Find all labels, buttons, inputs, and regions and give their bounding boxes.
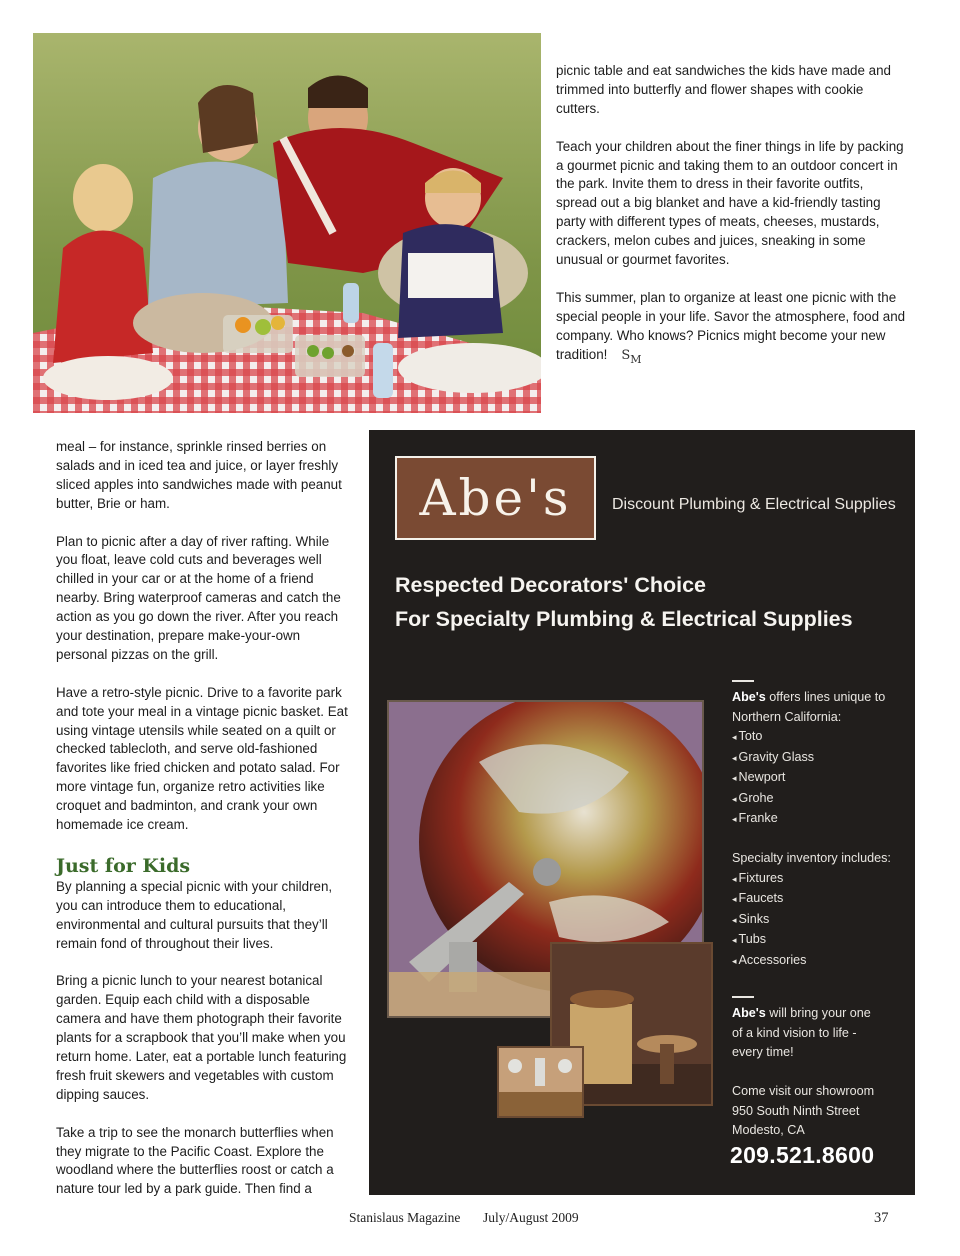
ad-headline — [395, 568, 895, 636]
list-item: ◂ Toto — [732, 727, 907, 748]
family-picnic-photo — [33, 33, 541, 413]
vision-text: Abe's will bring your one of a kind vision to life - every time! — [732, 1006, 871, 1059]
divider — [732, 996, 754, 998]
inventory-intro: Specialty inventory includes: — [732, 851, 891, 865]
abes-logo — [395, 456, 596, 540]
issue-date: July/August 2009 — [483, 1210, 579, 1225]
headline-line: Respected Decorators' Choice — [395, 573, 706, 597]
divider — [732, 680, 754, 682]
inventory-list — [732, 869, 907, 972]
paragraph: Have a retro-style picnic. Drive to a favorite park and tote your meal in a vintage picnic basket. Eat using vintage utensils while seated on a quilt or checked tablecloth, and serve old-fashioned favorites like fried chicken and potato salad. For more vintage fun, organize retro activities like croquet and badminton, and crank your own homemade ice cream. — [56, 684, 348, 833]
faucet-photo — [497, 1046, 584, 1118]
paragraph: Plan to picnic after a day of river rafting. While you float, leave cold cuts and beverages well chilled in your car or at the home of a friend nearby. Bring waterproof cameras and catch the action as you go down the river. After you reach your destination, prepare make-your-own personal pizzas on the grill. — [56, 533, 341, 662]
list-item: ◂ Newport — [732, 768, 907, 789]
showroom-city: Modesto, CA — [732, 1123, 805, 1137]
list-item: ◂ Gravity Glass — [732, 748, 907, 769]
article-column-left — [56, 438, 354, 1199]
paragraph: picnic table and eat sandwiches the kids have made and trimmed into butterfly and flower shapes with cookie cutters. — [556, 63, 891, 116]
list-item: ◂ Faucets — [732, 889, 907, 910]
list-item: ◂ Accessories — [732, 951, 907, 972]
brand-lines-block — [732, 680, 907, 971]
paragraph: Take a trip to see the monarch butterflies when they migrate to the Pacific Coast. Explore the woodland where the butterflies roost or catch a nature tour led by a park guide. Then find a — [56, 1124, 334, 1197]
paragraph: Teach your children about the finer things in life by packing a gourmet picnic and taking them to an outdoor concert in the park. Invite them to dress in their favorite outfits, spread out a big blanket and have a kid-friendly tasting party with different types of meats, cheeses, mustards, crackers, melon cubes and juices, sneaking in some unusual or gourmet favorites. — [556, 138, 904, 268]
brand-lines-list — [732, 727, 907, 830]
vision-block — [732, 996, 882, 1141]
list-item: ◂ Grohe — [732, 789, 907, 810]
showroom-address: 950 South Ninth Street — [732, 1103, 860, 1118]
showroom-line: Come visit our showroom — [732, 1084, 875, 1098]
paragraph: Bring a picnic lunch to your nearest botanical garden. Equip each child with a disposable camera and have them photograph their favorite plants for a scrapbook that you’ll make when you return home. Later, eat a portable lunch featuring fresh fruit skewers and vegetables with custom dipping sauces. — [56, 973, 347, 1102]
paragraph-text: This summer, plan to organize at least one picnic with the special people in your life. Savor the atmosphere, food and company. Who knows? Picnics might become your new tradition! — [556, 289, 906, 362]
list-item: ◂ Franke — [732, 809, 907, 830]
paragraph — [556, 289, 908, 366]
article-column-top-right — [556, 62, 908, 365]
lines-intro: Abe's offers lines unique to Northern California: — [732, 690, 886, 724]
headline-line: For Specialty Plumbing & Electrical Supplies — [395, 607, 853, 631]
page-number: 37 — [874, 1210, 889, 1226]
logo-tagline: Discount Plumbing & Electrical Supplies — [612, 496, 896, 513]
section-heading: Just for Kids — [56, 854, 191, 877]
list-item: ◂ Fixtures — [732, 869, 907, 890]
end-mark: $S_M$ — [621, 347, 642, 366]
abes-advertisement — [369, 430, 915, 1195]
phone-number: 209.521.8600 — [730, 1142, 875, 1168]
paragraph: By planning a special picnic with your children, you can introduce them to educational, environmental and cultural pursuits that they’ll remain fond of throughout their lives. — [56, 878, 333, 951]
magazine-name: Stanislaus Magazine — [349, 1210, 461, 1225]
list-item: ◂ Sinks — [732, 910, 907, 931]
paragraph: meal – for instance, sprinkle rinsed berries on salads and in iced tea and juice, or layer freshly sliced apples into sandwiches made with peanut butter, Brie or ham. — [56, 439, 342, 511]
list-item: ◂ Tubs — [732, 930, 907, 951]
logo-text: Abe's — [419, 469, 572, 527]
